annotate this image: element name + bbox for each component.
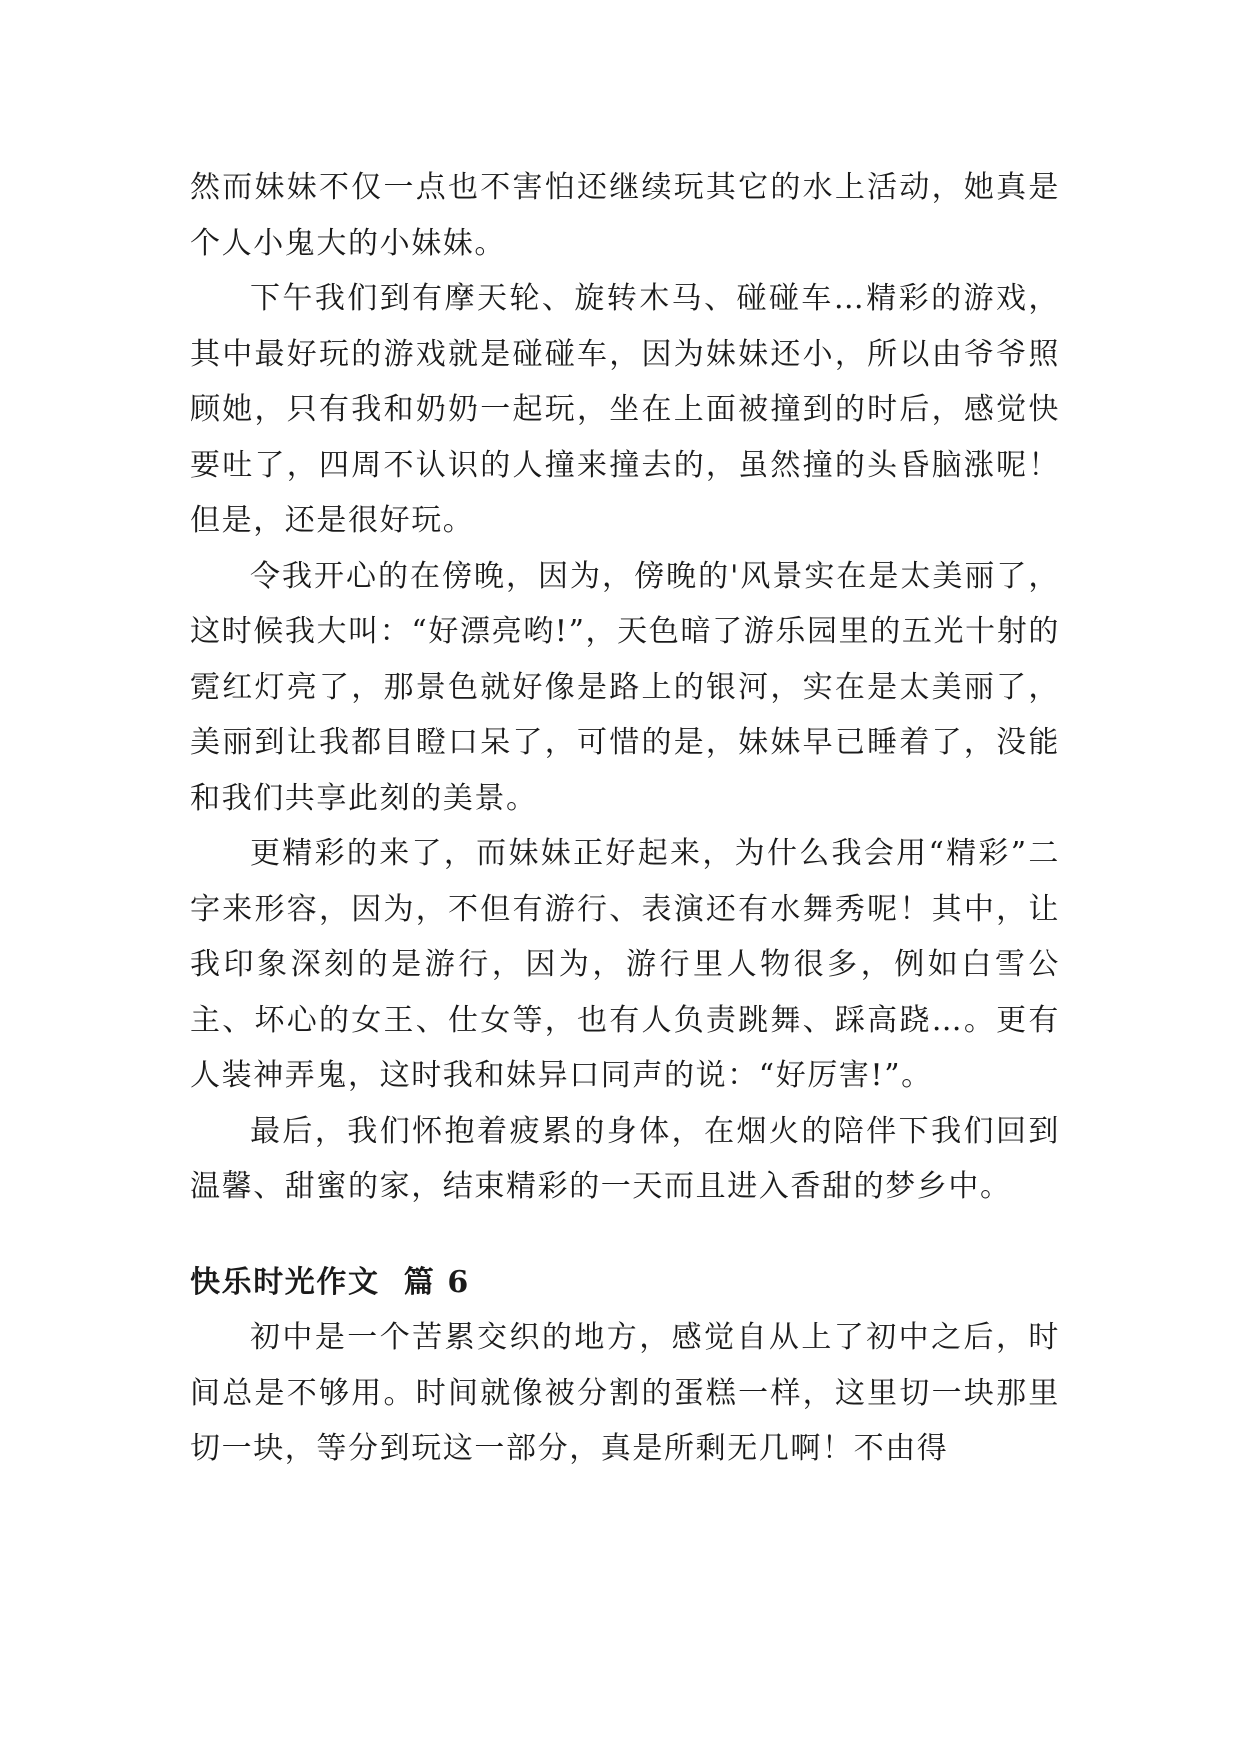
paragraph: 下午我们到有摩天轮、旋转木马、碰碰车…精彩的游戏，其中最好玩的游戏就是碰碰车，因为妹妹还小，所以由爷爷照顾她，只有我和奶奶一起玩，坐在上面被撞到的时后，感觉快要吐了，四周不认识的人撞来撞去的，虽然撞的头昏脑涨呢！但是，还是很好玩。 [190,281,1060,538]
paragraph: 最后，我们怀抱着疲累的身体，在烟火的陪伴下我们回到温馨、甜蜜的家，结束精彩的一天而且进入香甜的梦乡中。 [190,1113,1060,1204]
document-page [190,160,1060,1477]
paragraph: 初中是一个苦累交织的地方，感觉自从上了初中之后，时间总是不够用。时间就像被分割的蛋糕一样，这里切一块那里切一块，等分到玩这一部分，真是所剩无几啊！不由得 [190,1320,1060,1466]
paragraph: 更精彩的来了，而妹妹正好起来，为什么我会用“精彩”二字来形容，因为，不但有游行、表演还有水舞秀呢！其中，让我印象深刻的是游行，因为，游行里人物很多，例如白雪公主、坏心的女王、仕女等，也有人负责跳舞、踩高跷…。更有人装神弄鬼，这时我和妹异口同声的说：“好厉害!”。 [190,836,1060,1093]
section-heading: 快乐时光作文 篇 6 [190,1264,470,1300]
paragraph: 令我开心的在傍晚，因为，傍晚的'风景实在是太美丽了，这时候我大叫：“好漂亮哟!”，天色暗了游乐园里的五光十射的霓红灯亮了，那景色就好像是路上的银河，实在是太美丽了，美丽到让我都目瞪口呆了，可惜的是，妹妹早已睡着了，没能和我们共享此刻的美景。 [190,558,1060,816]
paragraph: 然而妹妹不仅一点也不害怕还继续玩其它的水上活动，她真是个人小鬼大的小妹妹。 [190,170,1060,261]
